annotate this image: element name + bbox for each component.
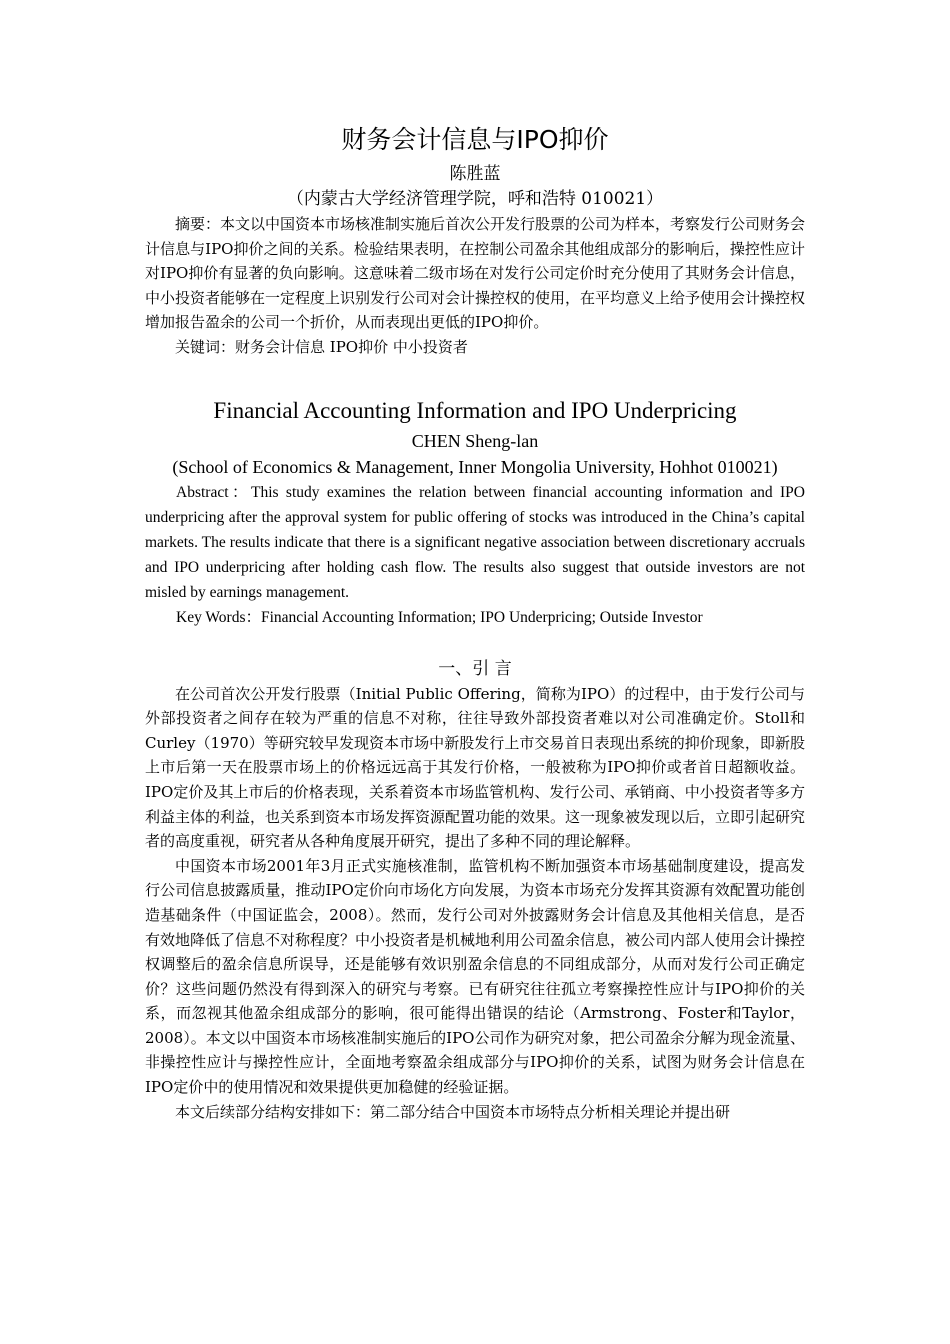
keywords-cn: 关键词：财务会计信息 IPO抑价 中小投资者 bbox=[175, 337, 468, 356]
paper-title-cn: 财务会计信息与IPO抑价 bbox=[341, 125, 609, 154]
affiliation-cn: （内蒙古大学经济管理学院，呼和浩特 010021） bbox=[286, 189, 664, 209]
affiliation-en: (School of Economics & Management, Inner Mongolia University, Hohhot 010021) bbox=[172, 456, 778, 477]
body-paragraph: 中国资本市场2001年3月正式实施核准制，监管机构不断加强资本市场基础制度建设，提高发行公司信息披露质量，推动IPO定价向市场化方向发展，为资本市场充分发挥其资源有效配置功能创造基础条件（中国证监会，2008）。然而，发行公司对外披露财务会计信息及其他相关信息，是否有效地降低了信息不对称程度？中小投资者是机械地利用公司盈余信息，被公司内部人使用会计操控权调整后的盈余信息所误导，还是能够有效识别盈余信息的不同组成部分，从而对发行公司正确定价？这些问题仍然没有得到深入的研究与考察。已有研究往往孤立考察操控性应计与IPO抑价的关系，而忽视其他盈余组成部分的影响，很可能得出错误的结论（Armstrong、Foster和Taylor，2008）。本文以中国资本市场核准制实施后的IPO公司作为研究对象，把公司盈余分解为现金流量、非操控性应计与操控性应计，全面地考察盈余组成部分与IPO抑价的关系，试图为财务会计信息在IPO定价中的使用情况和效果提供更加稳健的经验证据。 bbox=[145, 856, 806, 1097]
paper-title-en: Financial Accounting Information and IPO Underpricing bbox=[213, 397, 737, 423]
keywords-en: Key Words：Financial Accounting Information; IPO Underpricing; Outside Investor bbox=[176, 608, 703, 626]
author-en: CHEN Sheng-lan bbox=[411, 430, 539, 451]
abstract-cn: 摘要：本文以中国资本市场核准制实施后首次公开发行股票的公司为样本，考察发行公司财务会计信息与IPO抑价之间的关系。检验结果表明，在控制公司盈余其他组成部分的影响后，操控性应计对IPO抑价有显著的负向影响。这意味着二级市场在对发行公司定价时充分使用了其财务会计信息，中小投资者能够在一定程度上识别发行公司对会计操控权的使用，在平均意义上给予使用会计操控权增加报告盈余的公司一个折价，从而表现出更低的IPO抑价。 bbox=[145, 215, 806, 332]
abstract-en: Abstract：This study examines the relation between financial accounting information and IPO underpricing after the approval system for public offering of stocks was introduced in the China’s capital markets. The results indicate that there is a significant negative association between discretionary accruals and IPO underpricing after holding cash flow. The results also suggest that outside investors are not misled by earnings management. bbox=[145, 483, 805, 601]
body-paragraph: 本文后续部分结构安排如下：第二部分结合中国资本市场特点分析相关理论并提出研 bbox=[175, 1102, 731, 1121]
section-heading-introduction: 一、引 言 bbox=[438, 658, 512, 679]
body-paragraph: 在公司首次公开发行股票（Initial Public Offering，简称为IPO）的过程中，由于发行公司与外部投资者之间存在较为严重的信息不对称，往往导致外部投资者难以对公司准确定价。Stoll和Curley（1970）等研究较早发现资本市场中新股发行上市交易首日表现出系统的抑价现象，即新股上市后第一天在股票市场上的价格远远高于其发行价格，一般被称为IPO抑价或者首日超额收益。IPO定价及其上市后的价格表现，关系着资本市场监管机构、发行公司、承销商、中小投资者等多方利益主体的利益，也关系到资本市场发挥资源配置功能的效果。这一现象被发现以后，立即引起研究者的高度重视，研究者从各种角度展开研究，提出了多种不同的理论解释。 bbox=[145, 684, 806, 851]
paper-page bbox=[145, 118, 805, 1124]
author-cn: 陈胜蓝 bbox=[449, 164, 501, 184]
